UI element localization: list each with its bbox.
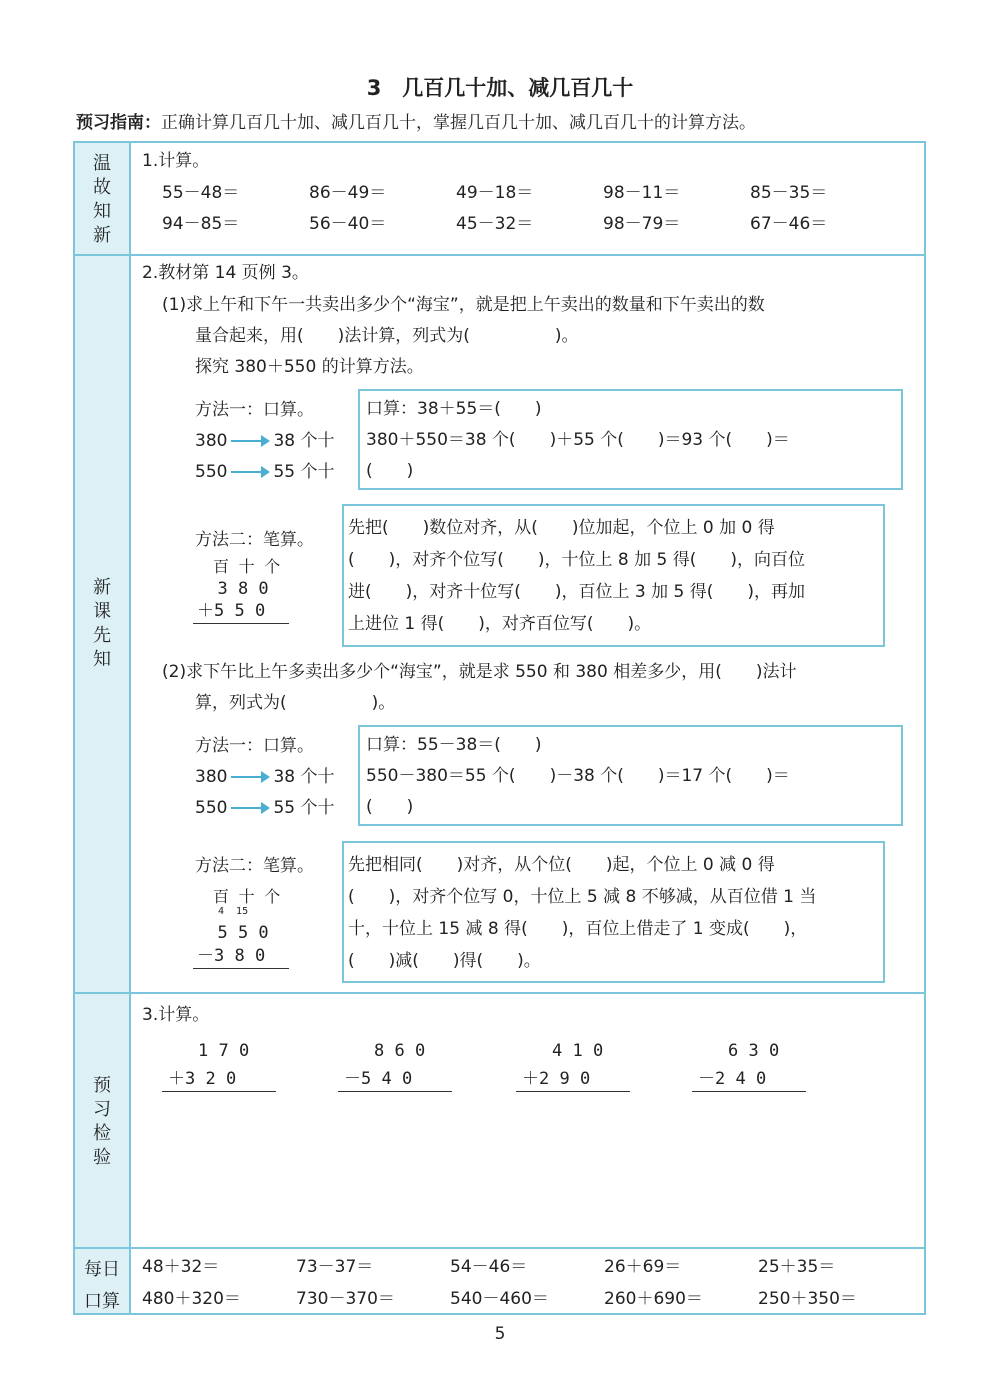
daily-item: 26＋69＝ [604,1257,682,1277]
arrow-icon [231,471,267,473]
section-label-daily: 每日 口算 [84,1259,120,1312]
check-problem-4-top: 6 3 0 [728,1041,780,1061]
q1-line1: (1)求上午和下午一共卖出多少个“海宝”，就是把上午卖出的数量和下午卖出的数 [162,295,765,315]
m2-box-line2: ( )，对齐个位写( )，十位上 8 加 5 得( )，向百位 [348,550,806,570]
check-problem-4-line [692,1091,806,1092]
m1-box-line3: ( ) [366,461,414,481]
daily-item: 73－37＝ [296,1257,374,1277]
review-item: 85－35＝ [750,183,828,203]
review-item: 49－18＝ [456,183,534,203]
page-number: 5 [494,1324,506,1344]
new-heading: 2.教材第 14 页例 3。 [142,263,309,283]
m3-row-b: 550 55 个十 [195,798,335,818]
m1-row-b: 550 55 个十 [195,462,335,482]
m2-title: 方法二：笔算。 [195,530,314,550]
check-problem-2-line [338,1091,452,1092]
section-label-review: 温 故 知 新 [93,153,111,246]
arrow-icon [231,440,267,442]
preview-guide [76,108,976,133]
divider-2 [73,992,926,994]
q1-line2: 量合起来，用( )法计算，列式为( )。 [195,326,579,346]
m4-row1: 5 5 0 [197,923,269,943]
section-label-new: 新 课 先 知 [93,577,111,670]
m3-row-a: 380 38 个十 [195,767,335,787]
arrow-icon [231,776,267,778]
m3-box-line3: ( ) [366,797,414,817]
m2-box-line4: 上进位 1 得( )，对齐百位写( )。 [348,614,652,634]
m2-row1: 3 8 0 [197,579,269,599]
review-item: 94－85＝ [162,214,240,234]
daily-item: 250＋350＝ [758,1289,857,1309]
m4-box-line2: ( )，对齐个位写 0，十位上 5 减 8 不够减，从百位借 1 当 [348,887,817,907]
m4-row2: －3 8 0 [197,946,266,966]
m2-box-line1: 先把( )数位对齐，从( )位加起，个位上 0 加 0 得 [348,518,775,538]
m2-underline [193,623,289,624]
check-problem-3-line [516,1091,630,1092]
review-item: 55－48＝ [162,183,240,203]
daily-item: 730－370＝ [296,1289,395,1309]
m4-borrow-marks: 4 15 [218,906,249,917]
review-heading: 1.计算。 [142,151,210,171]
review-item: 86－49＝ [309,183,387,203]
daily-item: 25＋35＝ [758,1257,836,1277]
m4-underline [193,968,289,969]
m4-title: 方法二：笔算。 [195,856,314,876]
m2-row2: ＋5 5 0 [197,601,266,621]
daily-item: 260＋690＝ [604,1289,703,1309]
m4-place-header: 百 十 个 [213,887,281,906]
m3-box-line2: 550－380＝55 个( )－38 个( )＝17 个( )＝ [366,766,790,786]
m4-box-line3: 十，十位上 15 减 8 得( )，百位上借走了 1 变成( )， [348,919,808,939]
review-item: 45－32＝ [456,214,534,234]
m4-box-line1: 先把相同( )对齐，从个位( )起，个位上 0 减 0 得 [348,855,775,875]
m1-box-line1: 口算：38＋55＝( ) [366,399,542,419]
m2-box-line3: 进( )，对齐十位写( )，百位上 3 加 5 得( )，再加 [348,582,806,602]
guide-text: 正确计算几百几十加、减几百几十，掌握几百几十加、减几百几十的计算方法。 [161,113,756,133]
m3-box-line1: 口算：55－38＝( ) [366,735,542,755]
q2-line1: (2)求下午比上午多卖出多少个“海宝”，就是求 550 和 380 相差多少，用( )法计 [162,662,797,682]
lesson-title: 3 几百几十加、减几百几十 [366,76,634,100]
check-problem-3-bottom: ＋2 9 0 [522,1069,591,1089]
check-problem-1-line [162,1091,276,1092]
review-item: 67－46＝ [750,214,828,234]
review-item: 56－40＝ [309,214,387,234]
m3-title: 方法一：口算。 [195,736,314,756]
section-label-check: 预 习 检 验 [93,1075,111,1168]
check-problem-4-bottom: －2 4 0 [698,1069,767,1089]
arrow-icon [231,807,267,809]
m1-box-line2: 380＋550＝38 个( )＋55 个( )＝93 个( )＝ [366,430,790,450]
check-problem-2-top: 8 6 0 [374,1041,426,1061]
m1-title: 方法一：口算。 [195,400,314,420]
check-problem-3-top: 4 1 0 [552,1041,604,1061]
m2-place-header: 百 十 个 [213,557,281,576]
review-item: 98－11＝ [603,183,681,203]
check-problem-1-bottom: ＋3 2 0 [168,1069,237,1089]
q1-line3: 探究 380＋550 的计算方法。 [195,357,424,377]
check-problem-2-bottom: －5 4 0 [344,1069,413,1089]
daily-item: 54－46＝ [450,1257,528,1277]
review-item: 98－79＝ [603,214,681,234]
check-heading: 3.计算。 [142,1005,210,1025]
check-problem-1-top: 1 7 0 [198,1041,250,1061]
daily-item: 48＋32＝ [142,1257,220,1277]
daily-item: 480＋320＝ [142,1289,241,1309]
divider-3 [73,1247,926,1249]
m4-box-line4: ( )减( )得( )。 [348,951,541,971]
m1-row-a: 380 38 个十 [195,431,335,451]
guide-label: 预习指南： [76,113,161,133]
q2-line2: 算，列式为( )。 [195,693,396,713]
daily-item: 540－460＝ [450,1289,549,1309]
divider-1 [73,254,926,256]
